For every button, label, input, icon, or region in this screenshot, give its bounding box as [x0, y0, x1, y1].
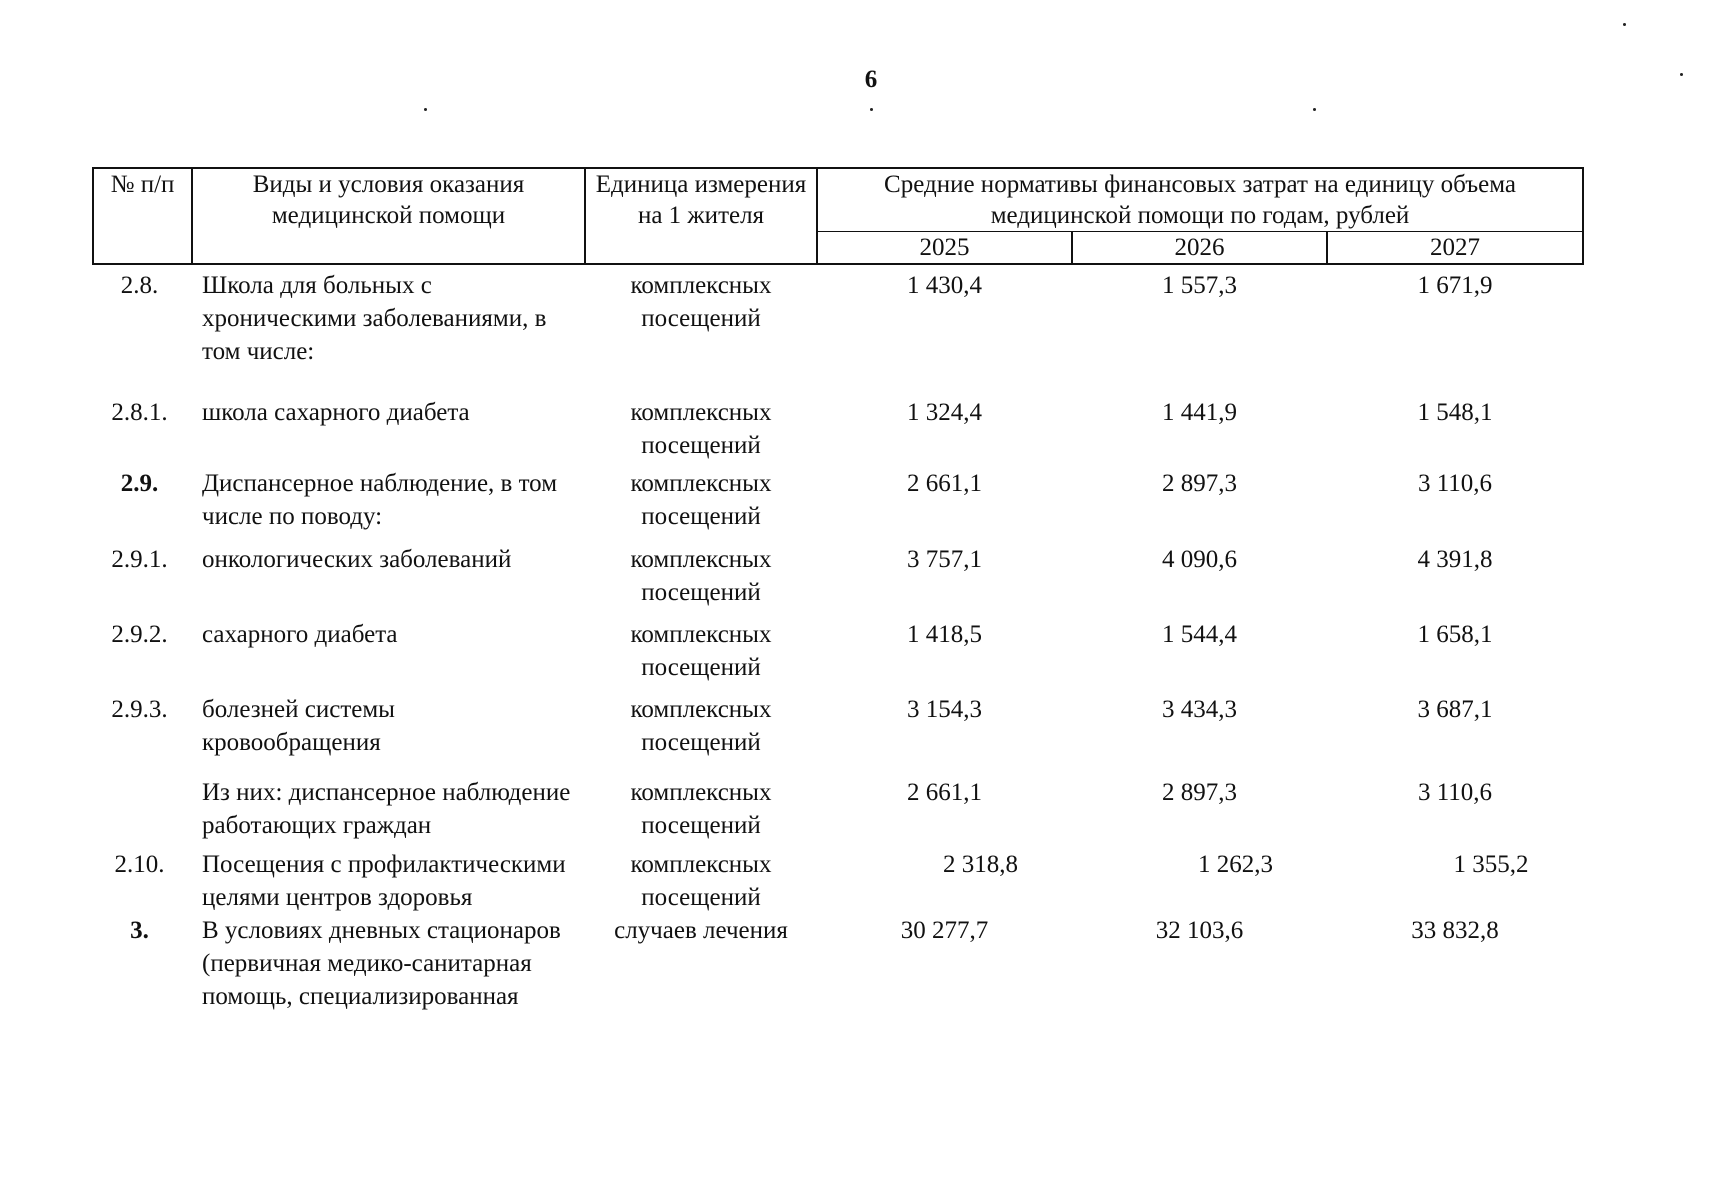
row-value-2027: 1 671,9 [1417, 272, 1493, 299]
header-year-2026: 2026 [1072, 232, 1327, 265]
page-number: 6 [864, 66, 878, 93]
row-num: 2.10. [114, 851, 165, 878]
scan-speck [1623, 23, 1626, 26]
row-value-2026: 2 897,3 [1162, 470, 1237, 497]
row-value-2026: 1 262,3 [1198, 851, 1273, 878]
row-unit: комплексных посещений [630, 399, 772, 459]
row-num: 2.9. [120, 470, 159, 497]
row-num: 2.9.3. [111, 696, 168, 723]
row-value-2026: 3 434,3 [1162, 696, 1237, 723]
row-value-2027: 3 687,1 [1417, 696, 1493, 723]
row-num: 3. [130, 917, 149, 944]
table-header [93, 168, 1583, 264]
row-kind: сахарного диабета [202, 621, 398, 648]
table-row [93, 776, 1583, 848]
table-row [93, 848, 1583, 914]
row-kind: школа сахарного диабета [202, 399, 470, 426]
row-value-2026: 2 897,3 [1162, 779, 1237, 806]
row-kind: Школа для больных с хроническими заболеваниями, в том числе: [202, 272, 547, 365]
row-num: 2.9.2. [111, 621, 168, 648]
row-num [93, 776, 192, 848]
row-num: 2.9.1. [111, 546, 168, 573]
table-row [93, 264, 1583, 396]
row-kind: онкологических заболеваний [202, 546, 512, 573]
header-num: № п/п [93, 168, 192, 264]
row-unit: комплексных посещений [630, 470, 772, 530]
header-group: Средние нормативы финансовых затрат на единицу объема медицинской помощи по годам, рублей [817, 168, 1583, 232]
row-unit: комплексных посещений [630, 272, 772, 332]
row-value-2025: 1 324,4 [907, 399, 982, 426]
row-unit: случаев лечения [614, 917, 788, 944]
row-value-2027: 3 110,6 [1417, 470, 1493, 497]
row-value-2026: 4 090,6 [1162, 546, 1237, 573]
scan-speck [1313, 108, 1316, 111]
row-value-2025: 2 318,8 [943, 851, 1018, 878]
table-row [93, 914, 1583, 1013]
row-kind: В условиях дневных стационаров (первичная медико-санитарная помощь, специализированная [202, 917, 561, 1010]
header-year-2025: 2025 [817, 232, 1072, 265]
table-row [93, 467, 1583, 543]
financial-norms-table [92, 167, 1584, 1013]
row-kind: болезней системы кровообращения [202, 696, 395, 756]
scan-speck [424, 108, 427, 111]
table-row [93, 543, 1583, 618]
row-value-2027: 3 110,6 [1417, 779, 1493, 806]
row-value-2026: 1 557,3 [1162, 272, 1237, 299]
row-value-2027: 4 391,8 [1417, 546, 1493, 573]
row-num: 2.8. [120, 272, 159, 299]
row-kind: Из них: диспансерное наблюдение работающих граждан [202, 779, 571, 839]
header-unit: Единица измерения на 1 жителя [585, 168, 817, 264]
header-year-2027: 2027 [1327, 232, 1583, 265]
row-value-2027: 1 548,1 [1417, 399, 1493, 426]
row-value-2025: 1 418,5 [907, 621, 982, 648]
row-kind: Посещения с профилактическими целями центров здоровья [202, 851, 566, 911]
row-unit: комплексных посещений [630, 851, 772, 911]
row-value-2027: 1 355,2 [1453, 851, 1529, 878]
table-row [93, 693, 1583, 776]
row-value-2027: 33 832,8 [1411, 917, 1499, 944]
table-row [93, 618, 1583, 693]
row-unit: комплексных посещений [630, 621, 772, 681]
row-value-2027: 1 658,1 [1417, 621, 1493, 648]
row-value-2026: 1 441,9 [1162, 399, 1237, 426]
row-value-2026: 32 103,6 [1155, 917, 1244, 944]
row-unit: комплексных посещений [630, 696, 772, 756]
row-kind: Диспансерное наблюдение, в том числе по поводу: [202, 470, 558, 530]
row-unit: комплексных посещений [630, 779, 772, 839]
row-value-2025: 2 661,1 [907, 470, 982, 497]
header-kind: Виды и условия оказания медицинской помощи [192, 168, 585, 264]
scan-speck [1680, 73, 1683, 76]
scan-speck [870, 108, 873, 111]
row-value-2025: 3 757,1 [907, 546, 982, 573]
row-value-2025: 2 661,1 [907, 779, 982, 806]
row-unit: комплексных посещений [630, 546, 772, 606]
row-value-2026: 1 544,4 [1162, 621, 1237, 648]
row-value-2025: 1 430,4 [907, 272, 982, 299]
row-value-2025: 3 154,3 [907, 696, 982, 723]
row-num: 2.8.1. [111, 399, 168, 426]
table-row [93, 396, 1583, 467]
row-value-2025: 30 277,7 [900, 917, 989, 944]
